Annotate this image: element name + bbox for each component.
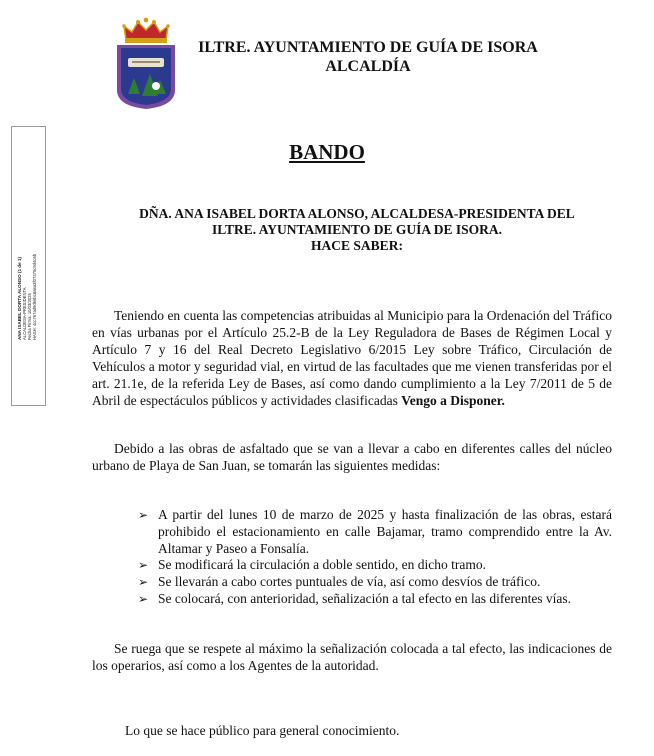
list-item: ➢ A partir del lunes 10 de marzo de 2025 y hasta finalización de las obras, estará prohibido el estacionamiento en calle Bajamar, tramo comprendido entre la Av. Altamar y Paseo a Fonsalía. (138, 507, 612, 556)
institution-name: ILTRE. AYUNTAMIENTO DE GUÍA DE ISORA (198, 39, 538, 56)
announces-label: HACE SABER: (311, 238, 403, 253)
signature-hash: HASH: 4cc767ad9d66bc8a6a3f07475c9d4c6b (32, 253, 37, 340)
arrow-bullet-icon: ➢ (138, 558, 149, 573)
competence-paragraph (92, 308, 612, 409)
list-item: ➢ Se modificará la circulación a doble sentido, en dicho tramo. (138, 557, 487, 573)
signature-stamp-text (17, 100, 37, 340)
competence-text: Teniendo en cuenta las competencias atribuidas al Municipio para la Ordenación del Tráfico en vías urbanas por el Artículo 25.2-B de la Ley Reguladora de Bases de Régimen Local y Artículo 7 y 16 del Real Decreto Legislativo 6/2015 Ley sobre Tráfico, Circulación de Vehículos a motor y seguridad vial, en virtud de las facultades que me vienen transferidas por el art. 21.1e, de la referida Ley de Bases, así como dando cumplimiento a la Ley 7/2011 de 5 de Abril de espectáculos públicos y actividades clasificadas (92, 308, 612, 408)
arrow-bullet-icon: ➢ (138, 591, 149, 606)
coat-of-arms-icon (114, 16, 178, 110)
issuer-line-2: ILTRE. AYUNTAMIENTO DE GUÍA DE ISORA. (212, 222, 502, 237)
document-title: BANDO (289, 140, 365, 164)
list-item: ➢ Se llevarán a cabo cortes puntuales de vía, así como desvíos de tráfico. (138, 574, 541, 590)
issuer-heading (92, 206, 622, 254)
measures-list (138, 507, 612, 608)
arrow-bullet-icon: ➢ (138, 508, 149, 522)
issuer-line-1: DÑA. ANA ISABEL DORTA ALONSO, ALCALDESA-PRESIDENTA DEL (139, 206, 575, 221)
signer-role: ALCALDESA-PRESIDENTA (22, 287, 27, 340)
department-name: ALCALDÍA (325, 58, 411, 75)
decree-phrase: Vengo a Disponer. (401, 392, 505, 408)
works-paragraph: Debido a las obras de asfaltado que se van a llevar a cabo en diferentes calles del núcleo urbano de Playa de San Juan, se tomarán las siguientes medidas: (92, 441, 612, 473)
closing-paragraph: Lo que se hace público para general conocimiento. (125, 723, 400, 738)
institution-header (178, 38, 558, 76)
arrow-bullet-icon: ➢ (138, 575, 149, 590)
signer-name: ANA ISABEL DORTA ALONSO (1 de 1) (17, 256, 22, 340)
crown-icon (122, 18, 170, 43)
signature-date: Fecha Firma: 10/03/2025 (27, 293, 32, 340)
request-paragraph: Se ruega que se respete al máximo la señalización colocada a tal efecto, las indicaciones de los operarios, así como a los Agentes de la autoridad. (92, 641, 612, 673)
list-item: ➢ Se colocará, con anterioridad, señalización a tal efecto en las diferentes vías. (138, 590, 572, 606)
